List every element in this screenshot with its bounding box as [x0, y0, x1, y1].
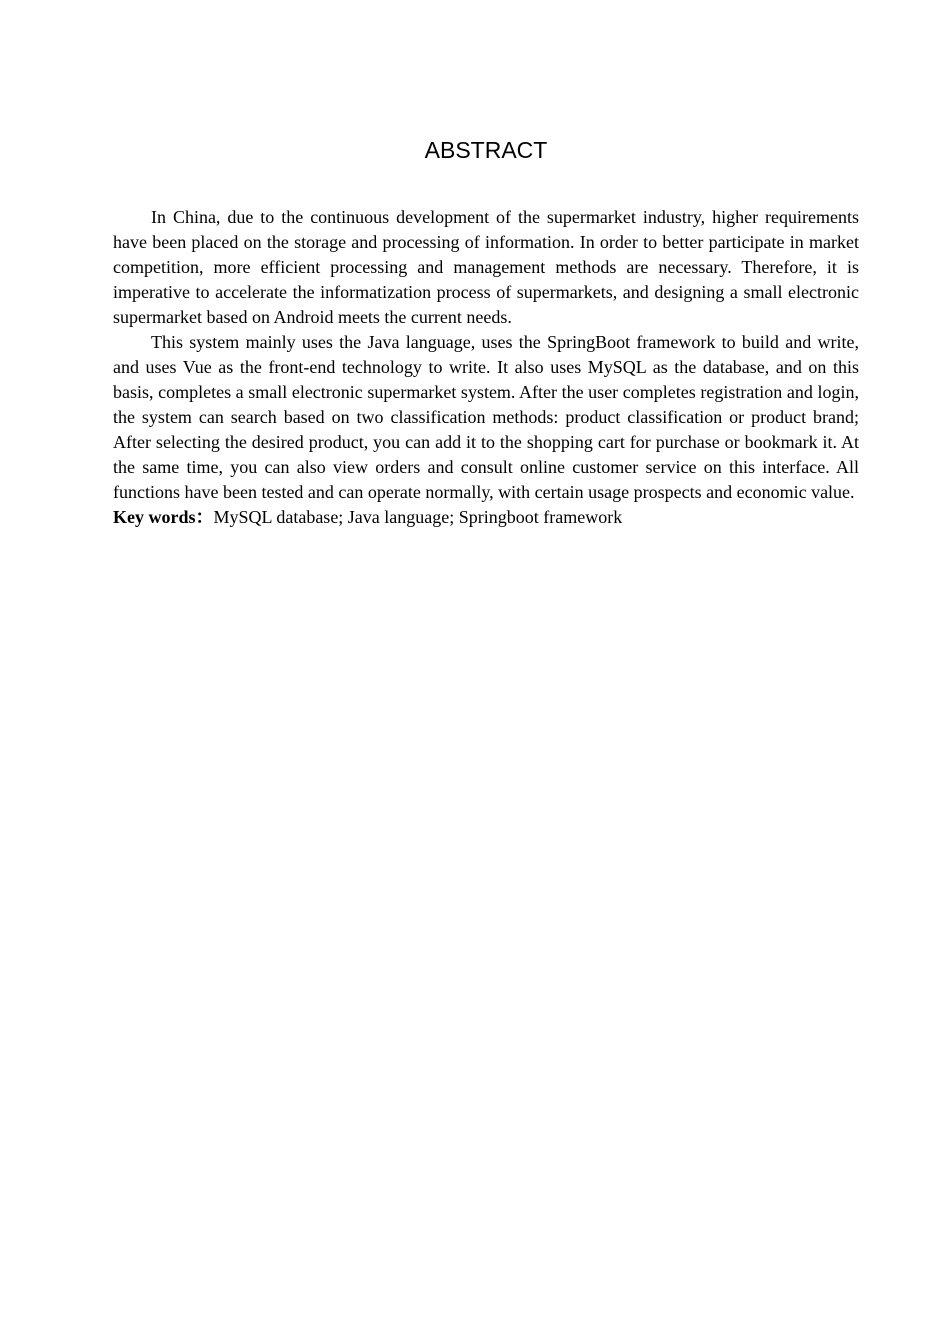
abstract-paragraph-1: In China, due to the continuous development of the supermarket industry, higher requirements have been placed on the storage and processing of information. In order to better participate in market competition, more efficient processing and management methods are necessary. Therefore, it is imperative to accelerate the informatization process of supermarkets, and designing a small electronic supermarket based on Android meets the current needs. [113, 207, 859, 327]
abstract-body [113, 205, 859, 530]
keywords-value: MySQL database; Java language; Springboot framework [213, 507, 623, 527]
abstract-title: ABSTRACT [424, 137, 548, 163]
abstract-paragraph-2: This system mainly uses the Java language, uses the SpringBoot framework to build and write, and uses Vue as the front-end technology to write. It also uses MySQL as the database, and on this basis, completes a small electronic supermarket system. After the user completes registration and login, the system can search based on two classification methods: product classification or product brand; After selecting the desired product, you can add it to the shopping cart for purchase or bookmark it. At the same time, you can also view orders and consult online customer service on this interface. All functions have been tested and can operate normally, with certain usage prospects and economic value. [113, 332, 859, 502]
keywords-label: Key words： [113, 507, 214, 527]
keywords-line [113, 505, 859, 530]
